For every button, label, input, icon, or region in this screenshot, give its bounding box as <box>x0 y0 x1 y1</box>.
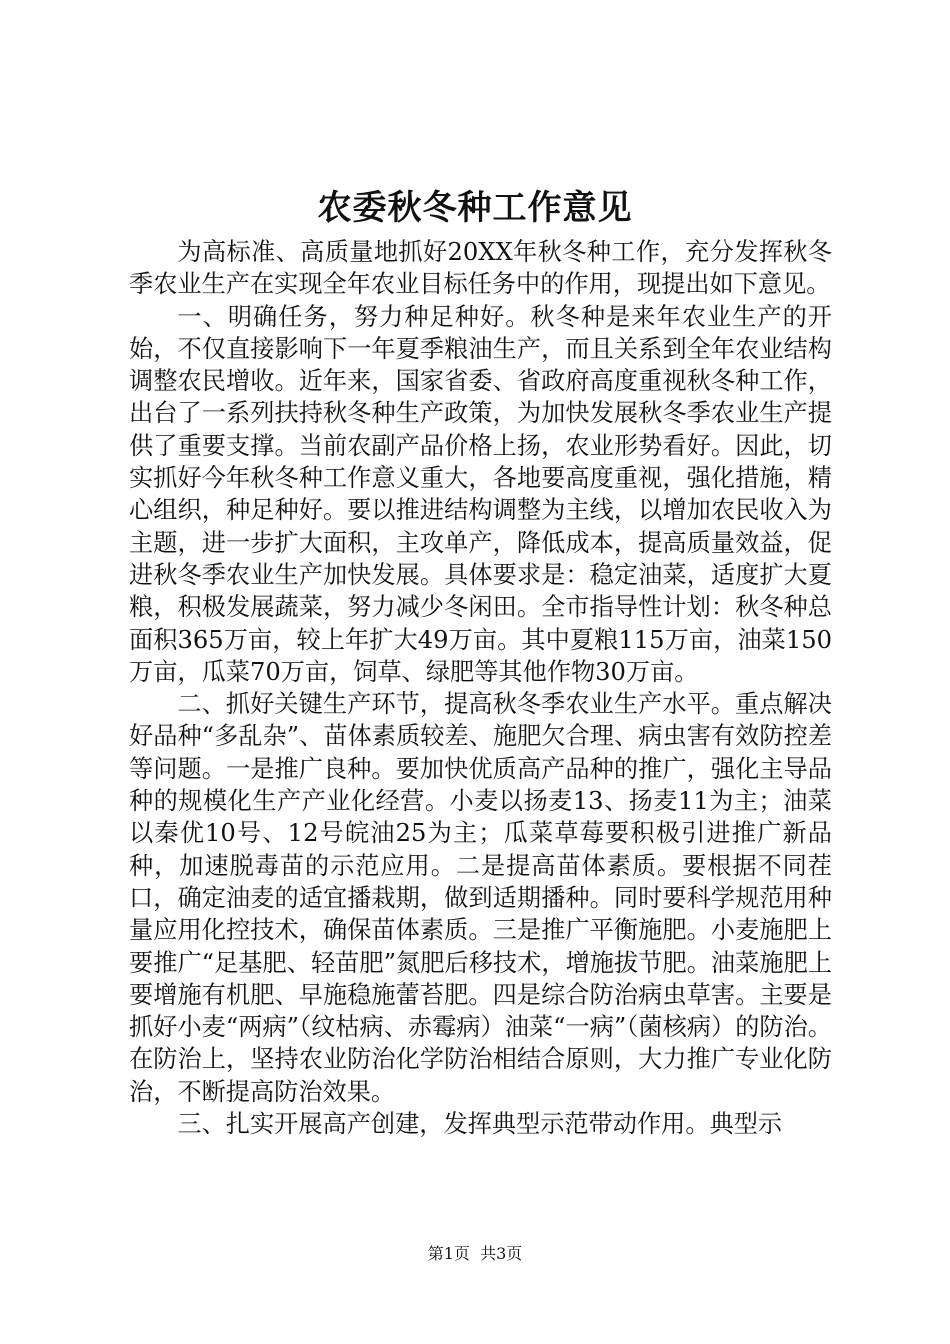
paragraph-intro: 为高标准、高质量地抓好20XX年秋冬种工作，充分发挥秋冬季农业生产在实现全年农业目标任务中的作用，现提出如下意见。 <box>129 238 832 299</box>
document-title: 农委秋冬种工作意见 <box>317 188 633 228</box>
page-footer <box>0 1244 950 1264</box>
page-number: 第1页 <box>427 1244 470 1263</box>
paragraph-section-3: 三、扎实开展高产创建，发挥典型示范带动作用。典型示 <box>177 1110 783 1139</box>
footer-spacer <box>470 1244 480 1263</box>
page-total: 共3页 <box>480 1244 523 1263</box>
document-body <box>129 236 832 1140</box>
paragraph-section-2: 二、抓好关键生产环节，提高秋冬季农业生产水平。重点解决好品种“多乱杂”、苗体素质较差、施肥欠合理、病虫害有效防控差等问题。一是推广良种。要加快优质高产品种的推广，强化主导品种的规模化生产产业化经营。小麦以扬麦13、扬麦11为主；油菜以秦优10号、12号皖油25为主；瓜菜草莓要积极引进推广新品种，加速脱毒苗的示范应用。二是提高苗体素质。要根据不同茬口，确定油麦的适宜播栽期，做到适期播种。同时要科学规范用种量应用化控技术，确保苗体素质。三是推广平衡施肥。小麦施肥上要推广“足基肥、轻苗肥”氮肥后移技术，增施拔节肥。油菜施肥上要增施有机肥、早施稳施蕾苔肥。四是综合防治病虫草害。主要是抓好小麦“两病”（纹枯病、赤霉病）油菜“一病”（菌核病）的防治。在防治上，坚持农业防治化学防治相结合原则，大力推广专业化防治，不断提高防治效果。 <box>129 690 832 1106</box>
paragraph-section-1: 一、明确任务，努力种足种好。秋冬种是来年农业生产的开始，不仅直接影响下一年夏季粮油生产，而且关系到全年农业结构调整农民增收。近年来，国家省委、省政府高度重视秋冬种工作，出台了一系列扶持秋冬种生产政策，为加快发展秋冬季农业生产提供了重要支撑。当前农副产品价格上扬，农业形势看好。因此，切实抓好今年秋冬种工作意义重大，各地要高度重视，强化措施，精心组织，种足种好。要以推进结构调整为主线，以增加农民收入为主题，进一步扩大面积，主攻单产，降低成本，提高质量效益，促进秋冬季农业生产加快发展。具体要求是：稳定油菜，适度扩大夏粮，积极发展蔬菜，努力减少冬闲田。全市指导性计划：秋冬种总面积365万亩，较上年扩大49万亩。其中夏粮115万亩，油菜150万亩，瓜菜70万亩，饲草、绿肥等其他作物30万亩。 <box>129 302 832 686</box>
